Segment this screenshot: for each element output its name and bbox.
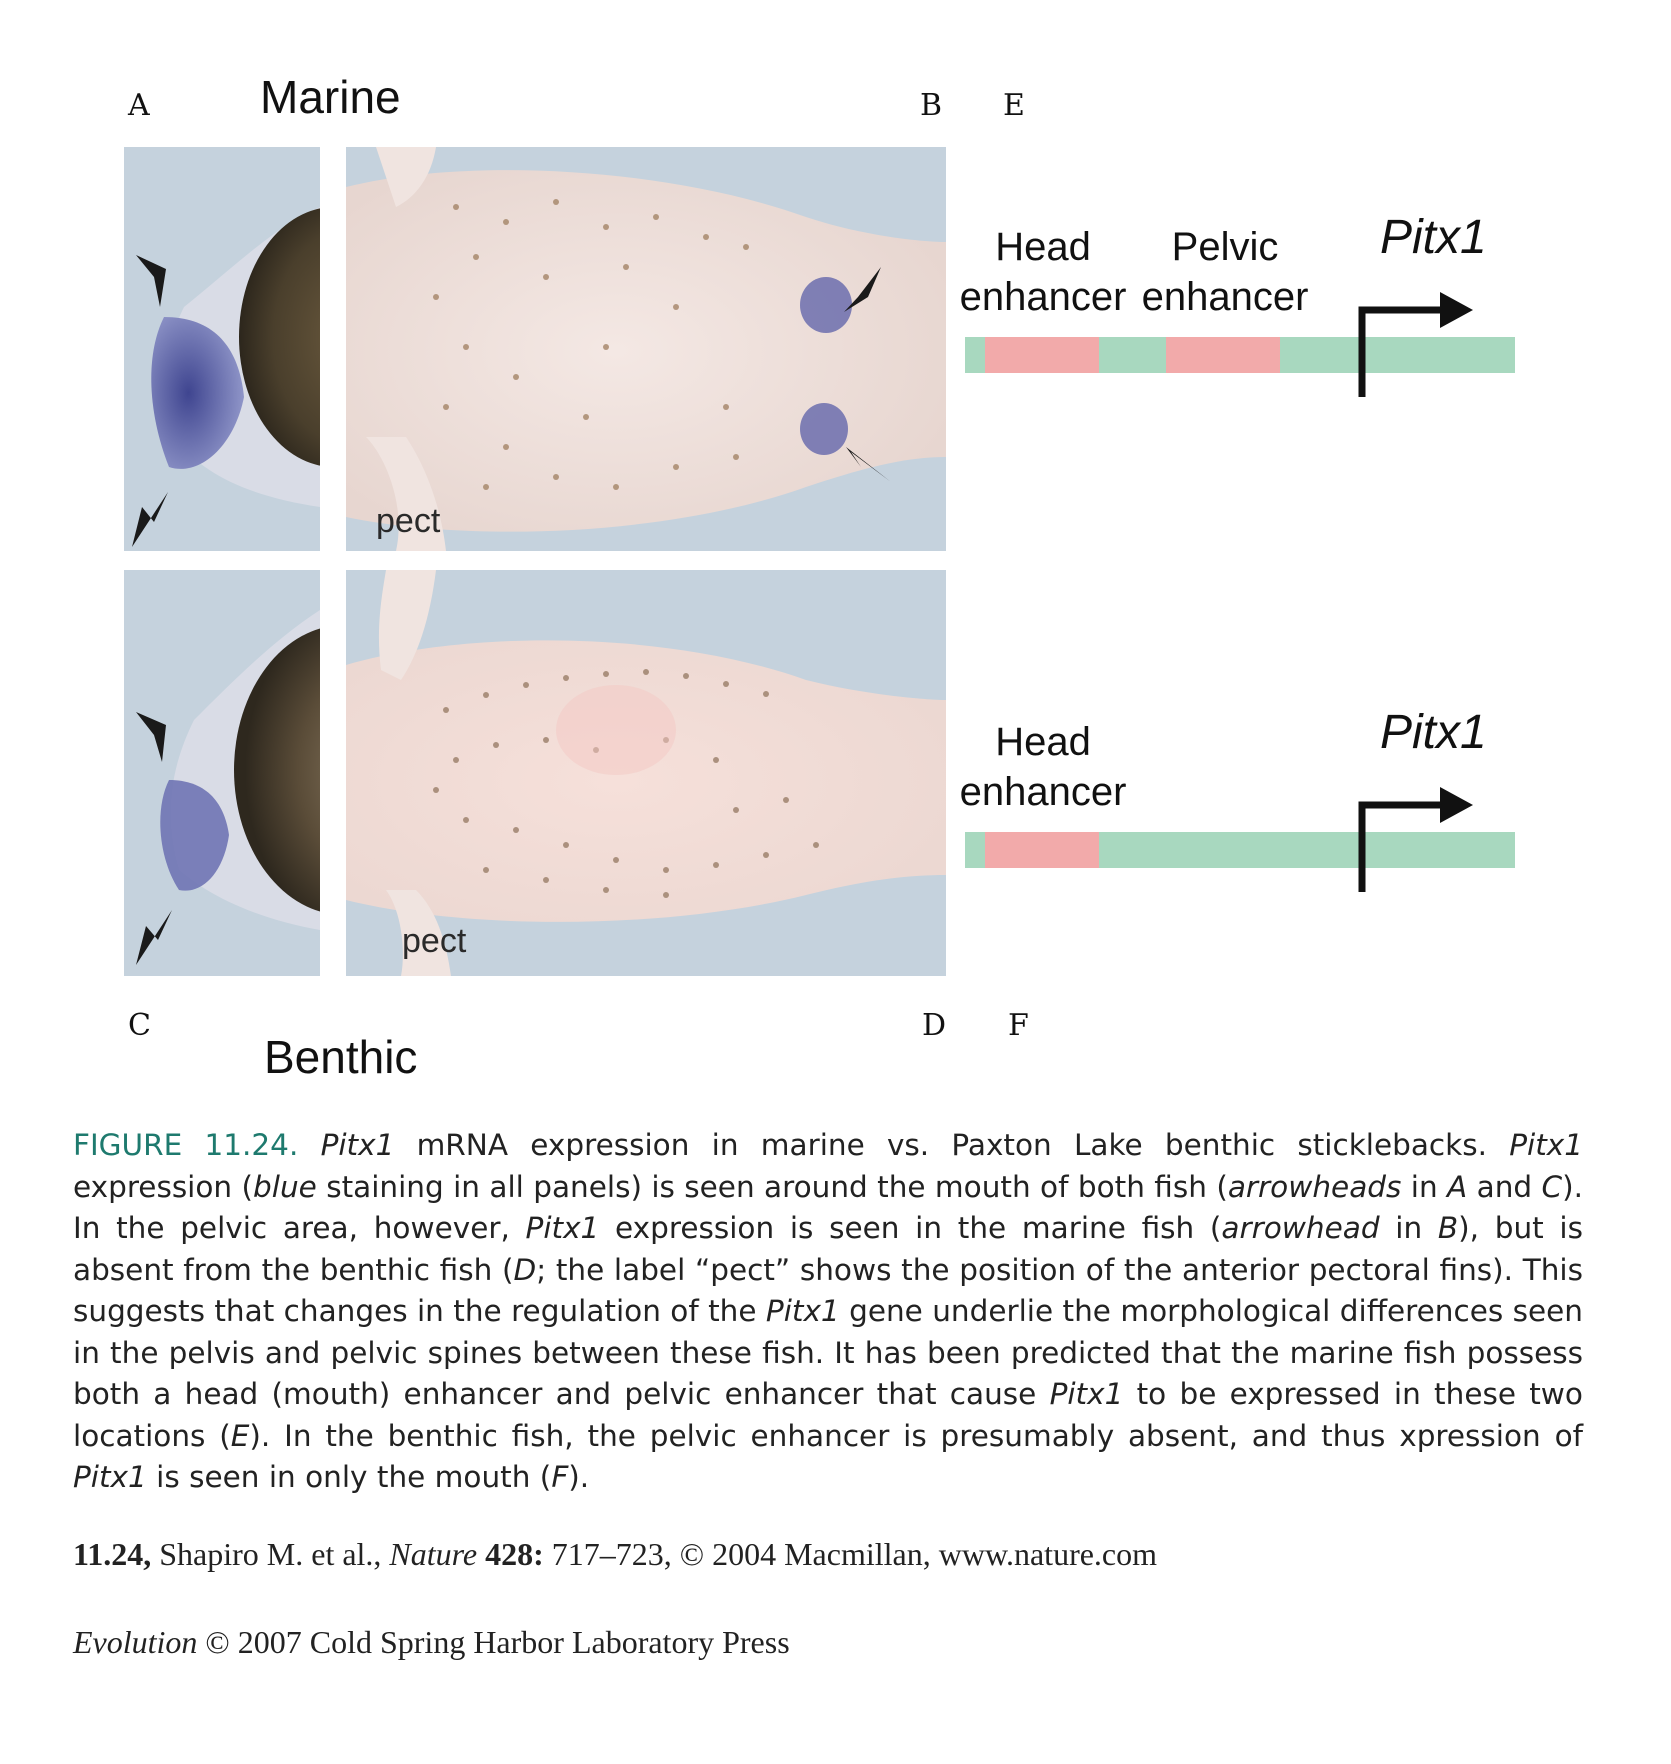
pect-label: pect [376,502,441,540]
caption-body [73,1128,1583,1494]
panel-label-e: E [1003,88,1025,123]
caption-italic-term: Pitx1 [320,1128,395,1162]
caption-text: ). In the benthic fish, the pelvic enhancer is presumably absent, and thus xpression of [249,1418,1584,1453]
caption-italic-term: Pitx1 [1049,1377,1124,1411]
marine-label: Marine [260,71,401,123]
caption-italic-term: arrowheads [1227,1169,1402,1204]
photo-panel-d [346,570,946,976]
caption-text: gene underlie the morphological differences seen in the pelvis and pelvic spines between these fish. It has been predicted that the marine fish possess both a head (mouth) enhancer and pelvic enhancer that cause [73,1294,1583,1411]
diagram-f [955,705,1671,905]
caption-italic-term: B [1437,1211,1459,1245]
caption-italic-term: blue [253,1169,317,1204]
photo-panel-a [124,147,320,551]
panel-label-b: B [920,88,943,123]
caption-italic-term: F [551,1460,569,1494]
photo-panel-c [124,570,320,976]
caption-italic-term: A [1447,1169,1468,1204]
head-enhancer-label: Head enhancer [959,720,1127,814]
caption-text: ). In the pelvic area, however, [73,1169,1583,1245]
diagram-e [955,210,1671,410]
head-enhancer-box [985,337,1099,373]
pect-label: pect [402,922,467,960]
panel-label-a: A [128,88,150,123]
caption-italic-term: Pitx1 [765,1294,840,1328]
caption-italic-term: Pitx1 [1509,1128,1583,1162]
caption-text: ), but is absent from the benthic fish ( [73,1211,1583,1287]
panel-label-d: D [922,1008,947,1043]
caption-italic-term: D [513,1252,537,1287]
caption-text: ; the label “pect” shows the position of the anterior pectoral fins). This suggests that changes in the regulation of the [73,1252,1583,1328]
source-credit: 11.24, Shapiro M. et al., Nature 428: 717–723, © 2004 Macmillan, www.nature.com [73,1536,1158,1572]
pelvic-enhancer-box [1166,337,1280,373]
caption-text [298,1128,320,1162]
head-enhancer-label: Head enhancer [959,225,1127,319]
figure-number: FIGURE 11.24. [73,1128,299,1162]
photo-panel-b [346,147,946,551]
caption-text: ). [568,1460,590,1494]
caption-italic-term: C [1541,1169,1563,1204]
caption-text: expression ( [73,1169,254,1204]
caption-text: is seen in only the mouth ( [146,1460,552,1494]
pelvic-enhancer-label: Pelvic enhancer [1141,225,1309,319]
caption-text: in [1379,1211,1438,1245]
caption-text: expression is seen in the marine fish ( [599,1211,1222,1245]
caption-text: mRNA expression in marine vs. Paxton Lake benthic sticklebacks. [394,1128,1510,1162]
caption-italic-term: Pitx1 [73,1460,147,1494]
caption-text: in [1401,1169,1448,1204]
head-enhancer-box [985,832,1099,868]
gene-label: Pitx1 [1380,706,1487,759]
figure-caption [73,1125,1583,1499]
book-credit: Evolution © 2007 Cold Spring Harbor Laboratory Press [73,1624,790,1660]
caption-text: to be expressed in these two locations ( [73,1377,1583,1453]
caption-italic-term: arrowhead [1221,1211,1380,1245]
caption-text: and [1467,1169,1542,1204]
panel-label-f: F [1008,1008,1029,1043]
panel-label-c: C [128,1008,151,1043]
caption-italic-term: Pitx1 [525,1211,600,1245]
gene-label: Pitx1 [1380,211,1487,264]
benthic-label: Benthic [264,1031,418,1083]
caption-text: staining in all panels) is seen around the mouth of both fish ( [316,1169,1228,1204]
caption-italic-term: E [230,1418,250,1453]
